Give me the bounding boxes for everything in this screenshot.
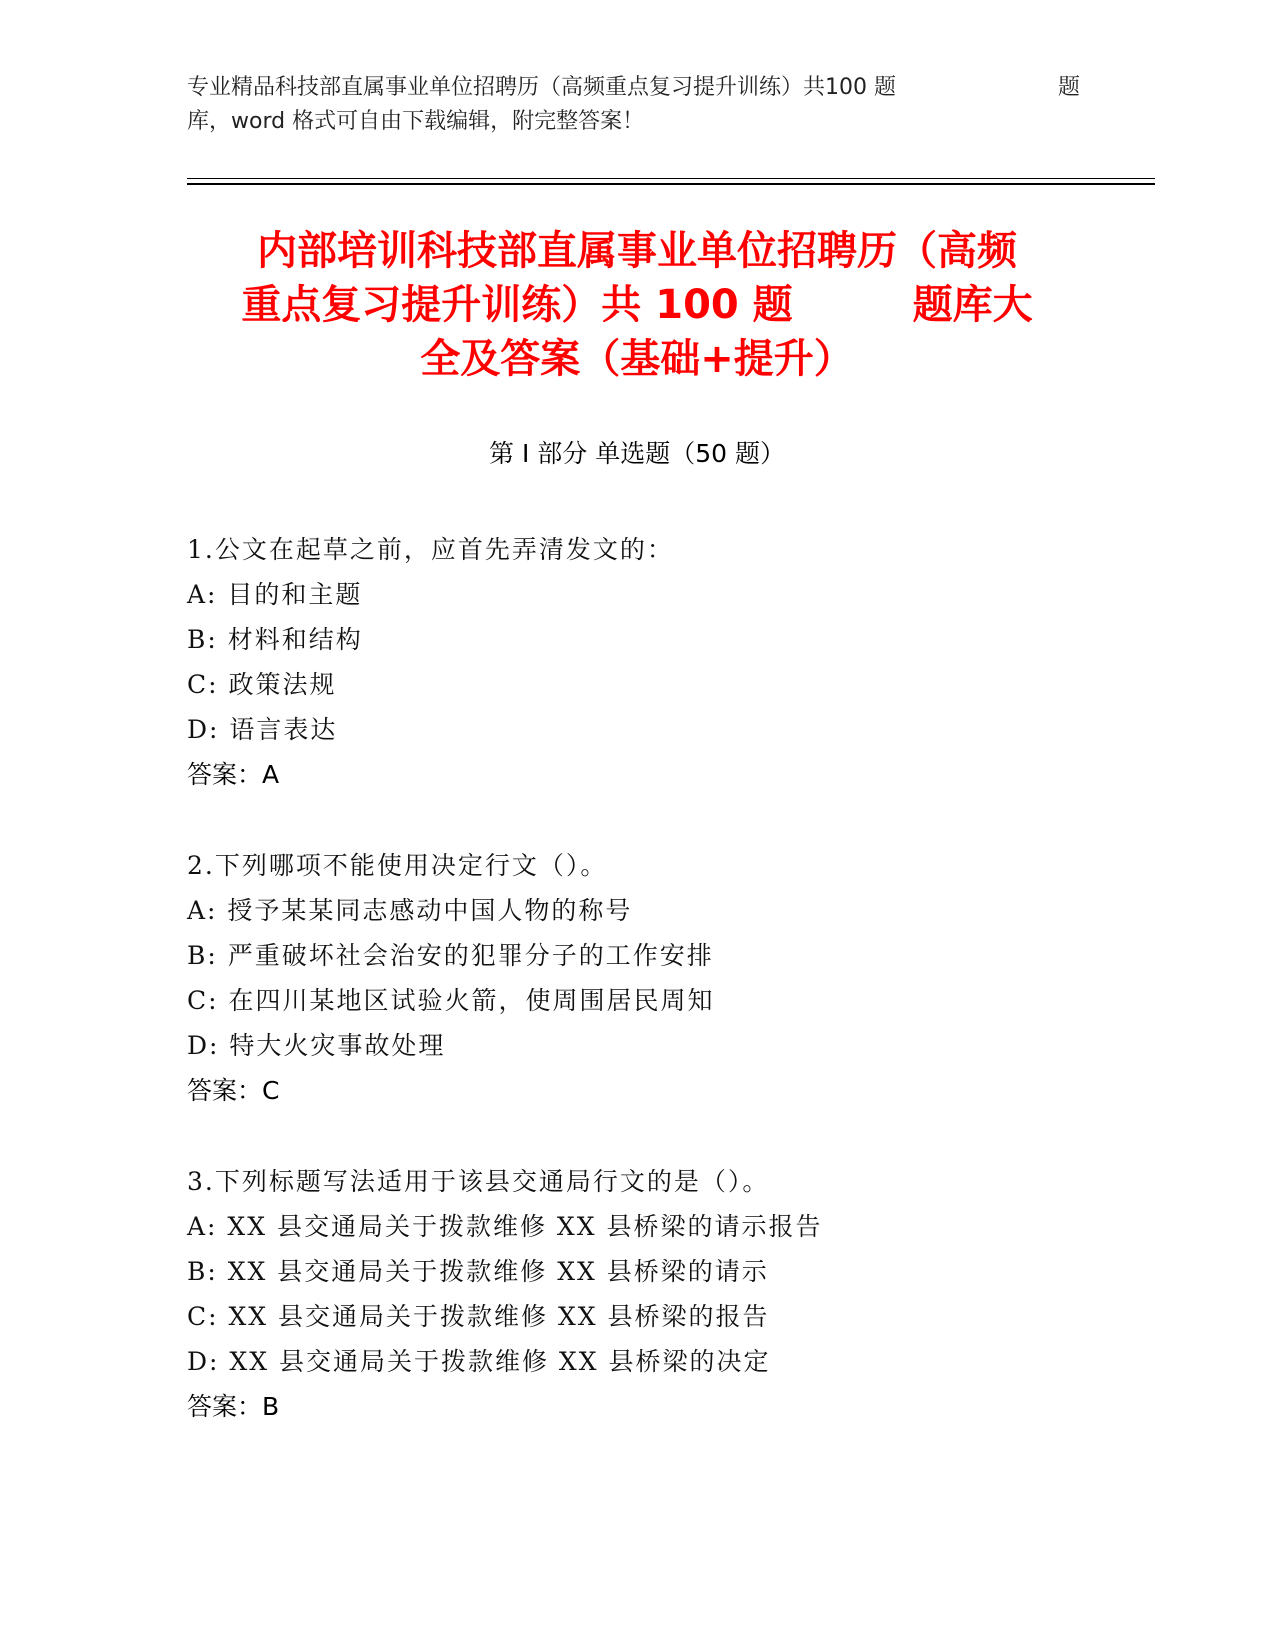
option-b: B: 材料和结构 xyxy=(187,625,363,654)
document-title-line-3: 全及答案（基础+提升） xyxy=(420,336,854,382)
question-2 xyxy=(187,843,1147,1113)
option-c: C: XX 县交通局关于拨款维修 XX 县桥梁的报告 xyxy=(187,1302,770,1331)
option-b: B: 严重破坏社会治安的犯罪分子的工作安排 xyxy=(187,941,714,970)
option-d: D: 语言表达 xyxy=(187,715,338,744)
option-a: A: XX 县交通局关于拨款维修 XX 县桥梁的请示报告 xyxy=(187,1212,823,1241)
header-line-1: 专业精品科技部直属事业单位招聘历（高频重点复习提升训练）共100 题 xyxy=(187,75,896,100)
option-a: A: 目的和主题 xyxy=(187,580,363,609)
question-stem: 1.公文在起草之前，应首先弄清发文的： xyxy=(187,535,674,564)
header-divider-thick xyxy=(187,183,1155,185)
question-3 xyxy=(187,1159,1147,1429)
header-divider-thin xyxy=(187,178,1155,179)
option-c: C: 在四川某地区试验火箭，使周围居民周知 xyxy=(187,986,715,1015)
document-title-line-2: 重点复习提升训练）共 100 题 题库大 xyxy=(241,282,1033,328)
answer: 答案：A xyxy=(187,760,280,789)
document-title-line-1: 内部培训科技部直属事业单位招聘历（高频 xyxy=(257,228,1017,274)
answer: 答案：C xyxy=(187,1076,280,1105)
question-stem: 2.下列哪项不能使用决定行文（）。 xyxy=(187,851,608,880)
question-stem: 3.下列标题写法适用于该县交通局行文的是（）。 xyxy=(187,1167,770,1196)
option-b: B: XX 县交通局关于拨款维修 XX 县桥梁的请示 xyxy=(187,1257,769,1286)
option-d: D: 特大火灾事故处理 xyxy=(187,1031,446,1060)
answer: 答案：B xyxy=(187,1392,280,1421)
option-c: C: 政策法规 xyxy=(187,670,337,699)
document-title xyxy=(187,224,1087,386)
option-a: A: 授予某某同志感动中国人物的称号 xyxy=(187,896,633,925)
option-d: D: XX 县交通局关于拨款维修 XX 县桥梁的决定 xyxy=(187,1347,771,1376)
header-line-1-tail: 题 xyxy=(1058,75,1081,100)
section-title: 第 I 部分 单选题（50 题） xyxy=(489,439,785,468)
header-line-2: 库，word 格式可自由下载编辑，附完整答案！ xyxy=(187,109,645,134)
question-1 xyxy=(187,527,1147,797)
question-list xyxy=(187,527,1147,1475)
